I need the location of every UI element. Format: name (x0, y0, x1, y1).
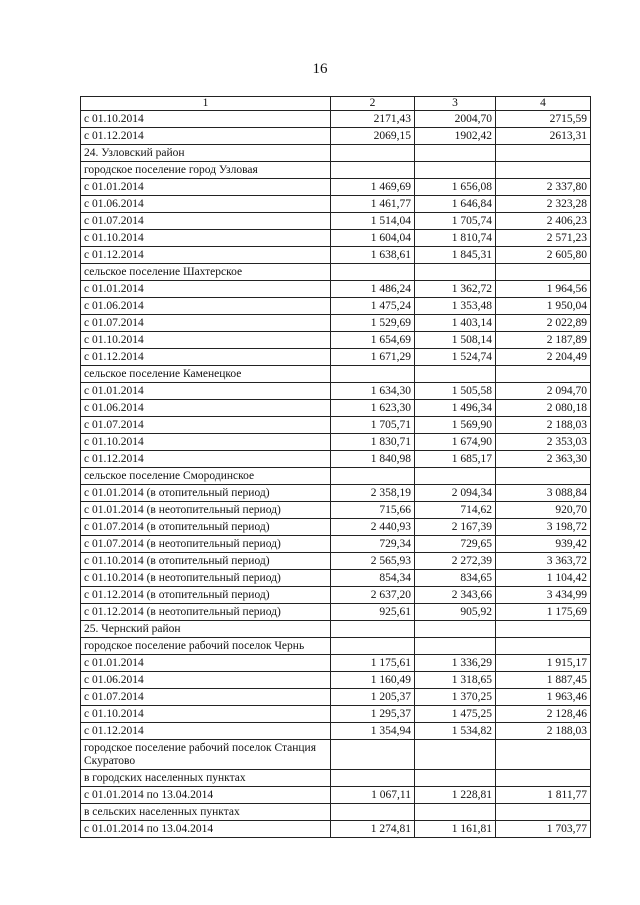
value-cell: 1 353,48 (415, 298, 496, 315)
value-cell: 1 703,77 (496, 821, 591, 838)
value-cell: 1 634,30 (331, 383, 415, 400)
value-cell: 1 656,08 (415, 179, 496, 196)
value-cell: 2 094,70 (496, 383, 591, 400)
section-row (81, 621, 591, 638)
empty-cell (496, 804, 591, 821)
empty-cell (331, 468, 415, 485)
value-cell: 729,34 (331, 536, 415, 553)
empty-cell (415, 638, 496, 655)
table-row (81, 706, 591, 723)
section-row (81, 264, 591, 281)
section-label: 24. Узловский район (81, 145, 331, 162)
value-cell: 1 964,56 (496, 281, 591, 298)
column-header: 2 (331, 97, 415, 111)
value-cell: 925,61 (331, 604, 415, 621)
table-row (81, 230, 591, 247)
table-row (81, 519, 591, 536)
value-cell: 1 845,31 (415, 247, 496, 264)
value-cell: 1 654,69 (331, 332, 415, 349)
value-cell: 3 434,99 (496, 587, 591, 604)
row-label: с 01.10.2014 (81, 230, 331, 247)
table-row (81, 689, 591, 706)
section-label: сельское поселение Каменецкое (81, 366, 331, 383)
value-cell: 2 188,03 (496, 417, 591, 434)
value-cell: 2613,31 (496, 128, 591, 145)
row-label: с 01.07.2014 (81, 417, 331, 434)
value-cell: 1 830,71 (331, 434, 415, 451)
value-cell: 1 228,81 (415, 787, 496, 804)
value-cell: 2 188,03 (496, 723, 591, 740)
section-label: сельское поселение Шахтерское (81, 264, 331, 281)
section-row (81, 740, 591, 770)
empty-cell (496, 366, 591, 383)
value-cell: 1 205,37 (331, 689, 415, 706)
empty-cell (415, 162, 496, 179)
value-cell: 1 685,17 (415, 451, 496, 468)
value-cell: 2 605,80 (496, 247, 591, 264)
row-label: с 01.10.2014 (в отопительный период) (81, 553, 331, 570)
value-cell: 2 406,23 (496, 213, 591, 230)
value-cell: 2 022,89 (496, 315, 591, 332)
row-label: с 01.07.2014 (в отопительный период) (81, 519, 331, 536)
value-cell: 1 370,25 (415, 689, 496, 706)
row-label: с 01.10.2014 (81, 434, 331, 451)
row-label: с 01.10.2014 (в неотопительный период) (81, 570, 331, 587)
value-cell: 1 175,61 (331, 655, 415, 672)
value-cell: 714,62 (415, 502, 496, 519)
row-label: с 01.06.2014 (81, 400, 331, 417)
empty-cell (415, 264, 496, 281)
value-cell: 1 524,74 (415, 349, 496, 366)
row-label: с 01.01.2014 (в неотопительный период) (81, 502, 331, 519)
value-cell: 1 963,46 (496, 689, 591, 706)
row-label: с 01.01.2014 по 13.04.2014 (81, 787, 331, 804)
value-cell: 2 363,30 (496, 451, 591, 468)
empty-cell (331, 804, 415, 821)
section-row (81, 638, 591, 655)
section-label: в городских населенных пунктах (81, 770, 331, 787)
value-cell: 3 088,84 (496, 485, 591, 502)
section-label: городское поселение рабочий поселок Станция Скуратово (81, 740, 331, 770)
empty-cell (331, 638, 415, 655)
value-cell: 1 915,17 (496, 655, 591, 672)
table-row (81, 196, 591, 213)
table-row (81, 451, 591, 468)
row-label: с 01.07.2014 (81, 689, 331, 706)
value-cell: 1 887,45 (496, 672, 591, 689)
row-label: с 01.01.2014 (81, 383, 331, 400)
table-row (81, 536, 591, 553)
section-row (81, 145, 591, 162)
value-cell: 2 080,18 (496, 400, 591, 417)
value-cell: 2 358,19 (331, 485, 415, 502)
section-label: сельское поселение Смородинское (81, 468, 331, 485)
value-cell: 1 336,29 (415, 655, 496, 672)
value-cell: 2 565,93 (331, 553, 415, 570)
section-row (81, 770, 591, 787)
value-cell: 1 705,74 (415, 213, 496, 230)
value-cell: 2 571,23 (496, 230, 591, 247)
table-row (81, 672, 591, 689)
tariff-table (80, 96, 591, 838)
empty-cell (496, 145, 591, 162)
table-row (81, 553, 591, 570)
row-label: с 01.10.2014 (81, 332, 331, 349)
value-cell: 2 187,89 (496, 332, 591, 349)
value-cell: 1 604,04 (331, 230, 415, 247)
value-cell: 1 646,84 (415, 196, 496, 213)
table-row (81, 723, 591, 740)
empty-cell (496, 740, 591, 770)
row-label: с 01.01.2014 (81, 179, 331, 196)
empty-cell (331, 770, 415, 787)
table-row (81, 400, 591, 417)
value-cell: 1 569,90 (415, 417, 496, 434)
empty-cell (331, 621, 415, 638)
value-cell: 1 674,90 (415, 434, 496, 451)
row-label: с 01.12.2014 (в отопительный период) (81, 587, 331, 604)
value-cell: 1 638,61 (331, 247, 415, 264)
row-label: с 01.07.2014 (81, 315, 331, 332)
value-cell: 729,65 (415, 536, 496, 553)
row-label: с 01.06.2014 (81, 672, 331, 689)
empty-cell (496, 638, 591, 655)
column-header: 3 (415, 97, 496, 111)
row-label: с 01.12.2014 (в неотопительный период) (81, 604, 331, 621)
value-cell: 1 475,25 (415, 706, 496, 723)
table-row (81, 383, 591, 400)
empty-cell (415, 740, 496, 770)
value-cell: 1 362,72 (415, 281, 496, 298)
table-row (81, 502, 591, 519)
empty-cell (331, 145, 415, 162)
empty-cell (415, 804, 496, 821)
empty-cell (496, 468, 591, 485)
value-cell: 1 811,77 (496, 787, 591, 804)
table-row (81, 570, 591, 587)
empty-cell (415, 770, 496, 787)
table-row (81, 417, 591, 434)
value-cell: 1 160,49 (331, 672, 415, 689)
value-cell: 2 337,80 (496, 179, 591, 196)
value-cell: 1 161,81 (415, 821, 496, 838)
row-label: с 01.12.2014 (81, 723, 331, 740)
value-cell: 1 840,98 (331, 451, 415, 468)
table-row (81, 128, 591, 145)
value-cell: 1 469,69 (331, 179, 415, 196)
empty-cell (331, 162, 415, 179)
table-row (81, 655, 591, 672)
value-cell: 1 175,69 (496, 604, 591, 621)
row-label: с 01.06.2014 (81, 298, 331, 315)
value-cell: 1 623,30 (331, 400, 415, 417)
value-cell: 3 198,72 (496, 519, 591, 536)
table-row (81, 349, 591, 366)
value-cell: 1 950,04 (496, 298, 591, 315)
page-number: 16 (312, 61, 328, 77)
table-row (81, 787, 591, 804)
table-row (81, 315, 591, 332)
table-row (81, 332, 591, 349)
empty-cell (415, 468, 496, 485)
empty-cell (415, 145, 496, 162)
section-label: в сельских населенных пунктах (81, 804, 331, 821)
empty-cell (496, 621, 591, 638)
empty-cell (331, 264, 415, 281)
value-cell: 1 671,29 (331, 349, 415, 366)
value-cell: 920,70 (496, 502, 591, 519)
value-cell: 1 529,69 (331, 315, 415, 332)
row-label: с 01.07.2014 (81, 213, 331, 230)
value-cell: 2171,43 (331, 111, 415, 128)
empty-cell (415, 621, 496, 638)
row-label: с 01.10.2014 (81, 111, 331, 128)
table-row (81, 604, 591, 621)
value-cell: 1 403,14 (415, 315, 496, 332)
column-header: 4 (496, 97, 591, 111)
value-cell: 939,42 (496, 536, 591, 553)
value-cell: 834,65 (415, 570, 496, 587)
value-cell: 1 274,81 (331, 821, 415, 838)
value-cell: 2 343,66 (415, 587, 496, 604)
value-cell: 2004,70 (415, 111, 496, 128)
section-row (81, 804, 591, 821)
value-cell: 1 318,65 (415, 672, 496, 689)
row-label: с 01.01.2014 (81, 655, 331, 672)
value-cell: 1 514,04 (331, 213, 415, 230)
row-label: с 01.12.2014 (81, 451, 331, 468)
value-cell: 1 354,94 (331, 723, 415, 740)
value-cell: 1 104,42 (496, 570, 591, 587)
value-cell: 905,92 (415, 604, 496, 621)
section-label: 25. Чернский район (81, 621, 331, 638)
value-cell: 2 440,93 (331, 519, 415, 536)
row-label: с 01.12.2014 (81, 349, 331, 366)
value-cell: 1 475,24 (331, 298, 415, 315)
table-row (81, 434, 591, 451)
table-row (81, 821, 591, 838)
row-label: с 01.10.2014 (81, 706, 331, 723)
row-label: с 01.01.2014 (81, 281, 331, 298)
section-row (81, 366, 591, 383)
empty-cell (496, 264, 591, 281)
value-cell: 2 272,39 (415, 553, 496, 570)
value-cell: 1 496,34 (415, 400, 496, 417)
value-cell: 1 295,37 (331, 706, 415, 723)
section-row (81, 162, 591, 179)
value-cell: 1 508,14 (415, 332, 496, 349)
value-cell: 2069,15 (331, 128, 415, 145)
table-row (81, 587, 591, 604)
value-cell: 2 094,34 (415, 485, 496, 502)
value-cell: 2 637,20 (331, 587, 415, 604)
value-cell: 2 128,46 (496, 706, 591, 723)
value-cell: 715,66 (331, 502, 415, 519)
empty-cell (331, 740, 415, 770)
row-label: с 01.07.2014 (в неотопительный период) (81, 536, 331, 553)
empty-cell (496, 162, 591, 179)
table-row (81, 298, 591, 315)
value-cell: 2 323,28 (496, 196, 591, 213)
table-row (81, 111, 591, 128)
value-cell: 1 705,71 (331, 417, 415, 434)
empty-cell (496, 770, 591, 787)
value-cell: 1 810,74 (415, 230, 496, 247)
column-header: 1 (81, 97, 331, 111)
table-row (81, 485, 591, 502)
value-cell: 854,34 (331, 570, 415, 587)
value-cell: 1 534,82 (415, 723, 496, 740)
section-row (81, 468, 591, 485)
value-cell: 2 167,39 (415, 519, 496, 536)
row-label: с 01.12.2014 (81, 128, 331, 145)
table-row (81, 247, 591, 264)
value-cell: 1 486,24 (331, 281, 415, 298)
table-header-row (81, 97, 591, 111)
value-cell: 2 353,03 (496, 434, 591, 451)
value-cell: 1 505,58 (415, 383, 496, 400)
row-label: с 01.01.2014 по 13.04.2014 (81, 821, 331, 838)
row-label: с 01.12.2014 (81, 247, 331, 264)
section-label: городское поселение рабочий поселок Чернь (81, 638, 331, 655)
table-row (81, 179, 591, 196)
table-row (81, 213, 591, 230)
section-label: городское поселение город Узловая (81, 162, 331, 179)
value-cell: 1 067,11 (331, 787, 415, 804)
value-cell: 3 363,72 (496, 553, 591, 570)
value-cell: 1 461,77 (331, 196, 415, 213)
value-cell: 1902,42 (415, 128, 496, 145)
row-label: с 01.06.2014 (81, 196, 331, 213)
table-row (81, 281, 591, 298)
empty-cell (331, 366, 415, 383)
empty-cell (415, 366, 496, 383)
value-cell: 2715,59 (496, 111, 591, 128)
row-label: с 01.01.2014 (в отопительный период) (81, 485, 331, 502)
value-cell: 2 204,49 (496, 349, 591, 366)
